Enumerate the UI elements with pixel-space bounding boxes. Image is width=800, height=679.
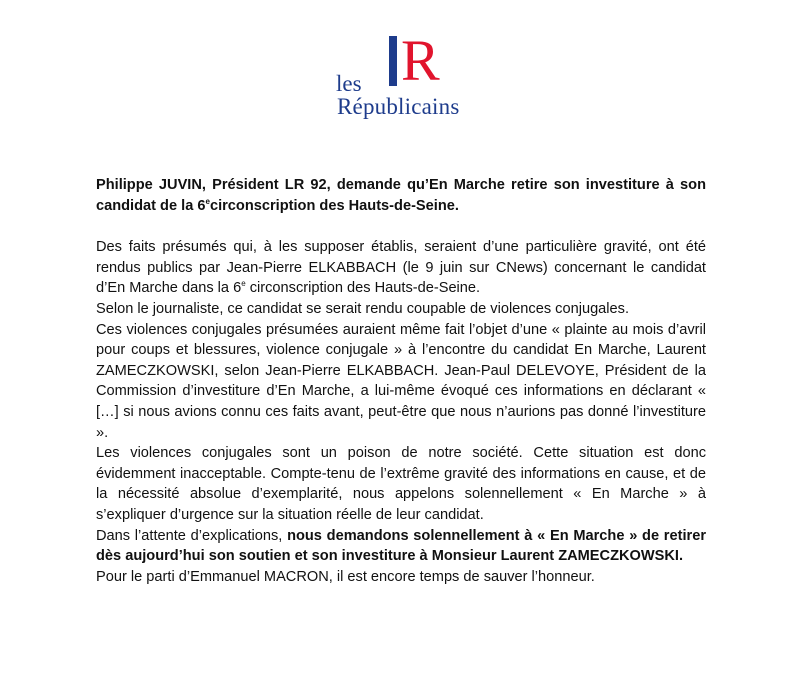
paragraph-facts-superscript: e <box>241 279 246 289</box>
title-text-part1: Philippe JUVIN, Président LR 92, demande qu’En Marche retire son investiture à son candidat de la 6 <box>96 177 706 214</box>
paragraph-complaint: Ces violences conjugales présumées auraient même fait l’objet d’une « plainte au mois d’avril pour coups et blessures, violence conjugale » à l’encontre du candidat En Marche, Laurent ZAMECZKOWSKI, selon Jean-Pierre ELKABBACH. Jean-Paul DELEVOYE, Président de la Commission d’investiture d’En Marche, a lui-même évoqué ces informations en déclarant « […] si nous avions connu ces faits avant, peut-être que nous n’aurions pas donné l’investiture ». <box>96 321 706 441</box>
press-release-body <box>96 175 706 587</box>
logo-republicains-text: Républicains <box>337 94 460 119</box>
paragraph-demand <box>96 526 706 567</box>
paragraph-facts-text-end: circonscription des Hauts-de-Seine. <box>245 280 481 297</box>
les-republicains-logo <box>333 28 473 124</box>
title-superscript: e <box>205 196 210 206</box>
paragraph-journalist: Selon le journaliste, ce candidat se serait rendu coupable de violences conjugales. <box>96 300 630 317</box>
paragraph-closing: Pour le parti d’Emmanuel MACRON, il est encore temps de sauver l’honneur. <box>96 568 595 585</box>
logo-i-bar <box>389 36 397 86</box>
logo-les-text: les <box>336 71 362 96</box>
logo-r-letter: R <box>401 28 440 93</box>
paragraph-demand-bold: nous demandons solennellement à « En Marche » de retirer dès aujourd’hui son soutien et son investiture à Monsieur Laurent ZAMECZKOWSKI. <box>96 527 706 565</box>
paragraph-demand-intro: Dans l’attente d’explications, <box>96 527 288 544</box>
paragraph-facts <box>96 237 706 299</box>
paragraph-facts-text: Des faits présumés qui, à les supposer établis, seraient d’une particulière gravité, ont été rendus publics par Jean-Pierre ELKABBACH (le 9 juin sur CNews) concernant le candidat d’En Marche dans la 6 <box>96 239 706 297</box>
paragraph-society: Les violences conjugales sont un poison de notre société. Cette situation est donc évidemment inacceptable. Compte-tenu de l’extrême gravité des informations en cause, et de la nécessité absolue d’exemplarité, nous appelons solennellement « En Marche » à s’expliquer d’urgence sur la situation réelle de leur candidat. <box>96 445 706 523</box>
press-release-title <box>96 175 706 216</box>
title-text-part2: circonscription des Hauts-de-Seine. <box>209 197 459 214</box>
